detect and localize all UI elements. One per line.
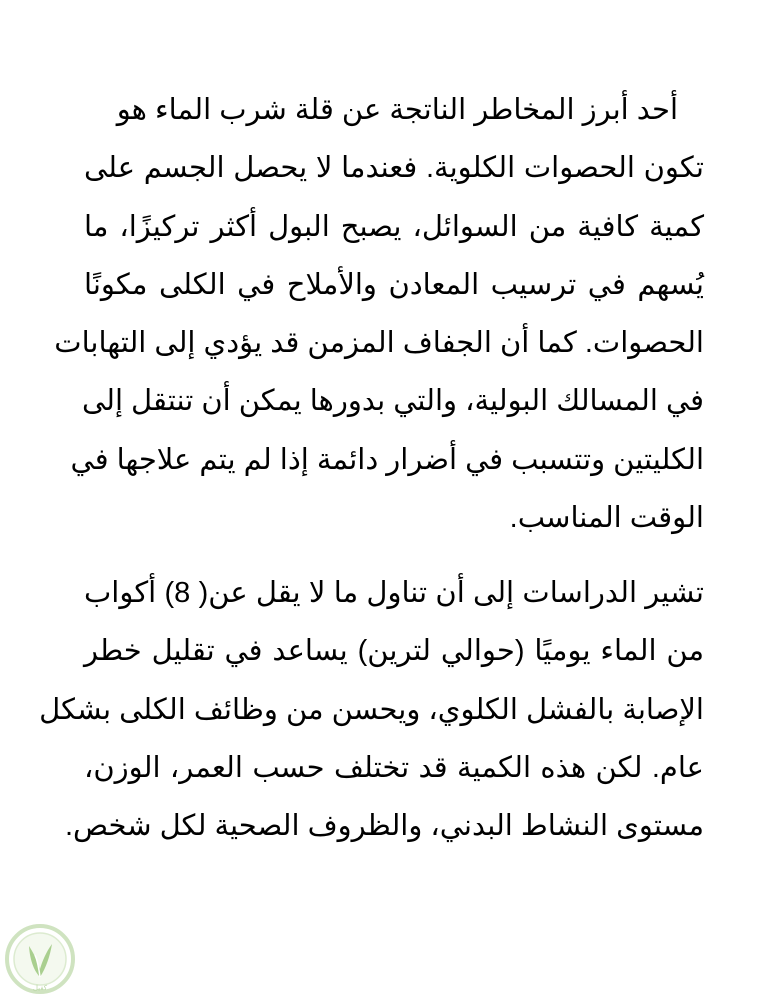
- text-line: تشير الدراسات إلى أن تناول ما لا يقل عن( 8) أكواب: [84, 577, 704, 609]
- paragraph-kidney-stones: [54, 93, 704, 559]
- text-line: الكليتين وتتسبب في أضرار دائمة إذا لم يتم علاجها في: [70, 443, 704, 476]
- paragraph-water-intake: [39, 576, 704, 867]
- text-line: تكون الحصوات الكلوية. فعندما لا يحصل الجسم على: [84, 152, 704, 185]
- watermark-logo: [2, 922, 78, 996]
- svg-text:كفيل: كفيل: [32, 984, 48, 992]
- text-line: في المسالك البولية، والتي بدورها يمكن أن تنتقل إلى: [81, 385, 704, 418]
- text-line: أحد أبرز المخاطر الناتجة عن قلة شرب الماء هو: [116, 94, 678, 126]
- text-line: يُسهم في ترسيب المعادن والأملاح في الكلى مكونًا: [84, 268, 704, 301]
- text-line: كمية كافية من السوائل، يصبح البول أكثر تركيزًا، ما: [84, 210, 704, 243]
- text-line: عام. لكن هذه الكمية قد تختلف حسب العمر، الوزن،: [84, 751, 704, 784]
- text-line: من الماء يوميًا (حوالي لترين) يساعد في تقليل خطر: [84, 635, 704, 668]
- leaf-logo-icon: [2, 922, 78, 996]
- text-line: الإصابة بالفشل الكلوي، ويحسن من وظائف الكلى بشكل: [39, 693, 704, 726]
- text-line: الحصوات. كما أن الجفاف المزمن قد يؤدي إلى التهابات: [54, 327, 704, 360]
- text-line: الوقت المناسب.: [509, 502, 704, 535]
- text-line: مستوى النشاط البدني، والظروف الصحية لكل شخص.: [64, 810, 704, 843]
